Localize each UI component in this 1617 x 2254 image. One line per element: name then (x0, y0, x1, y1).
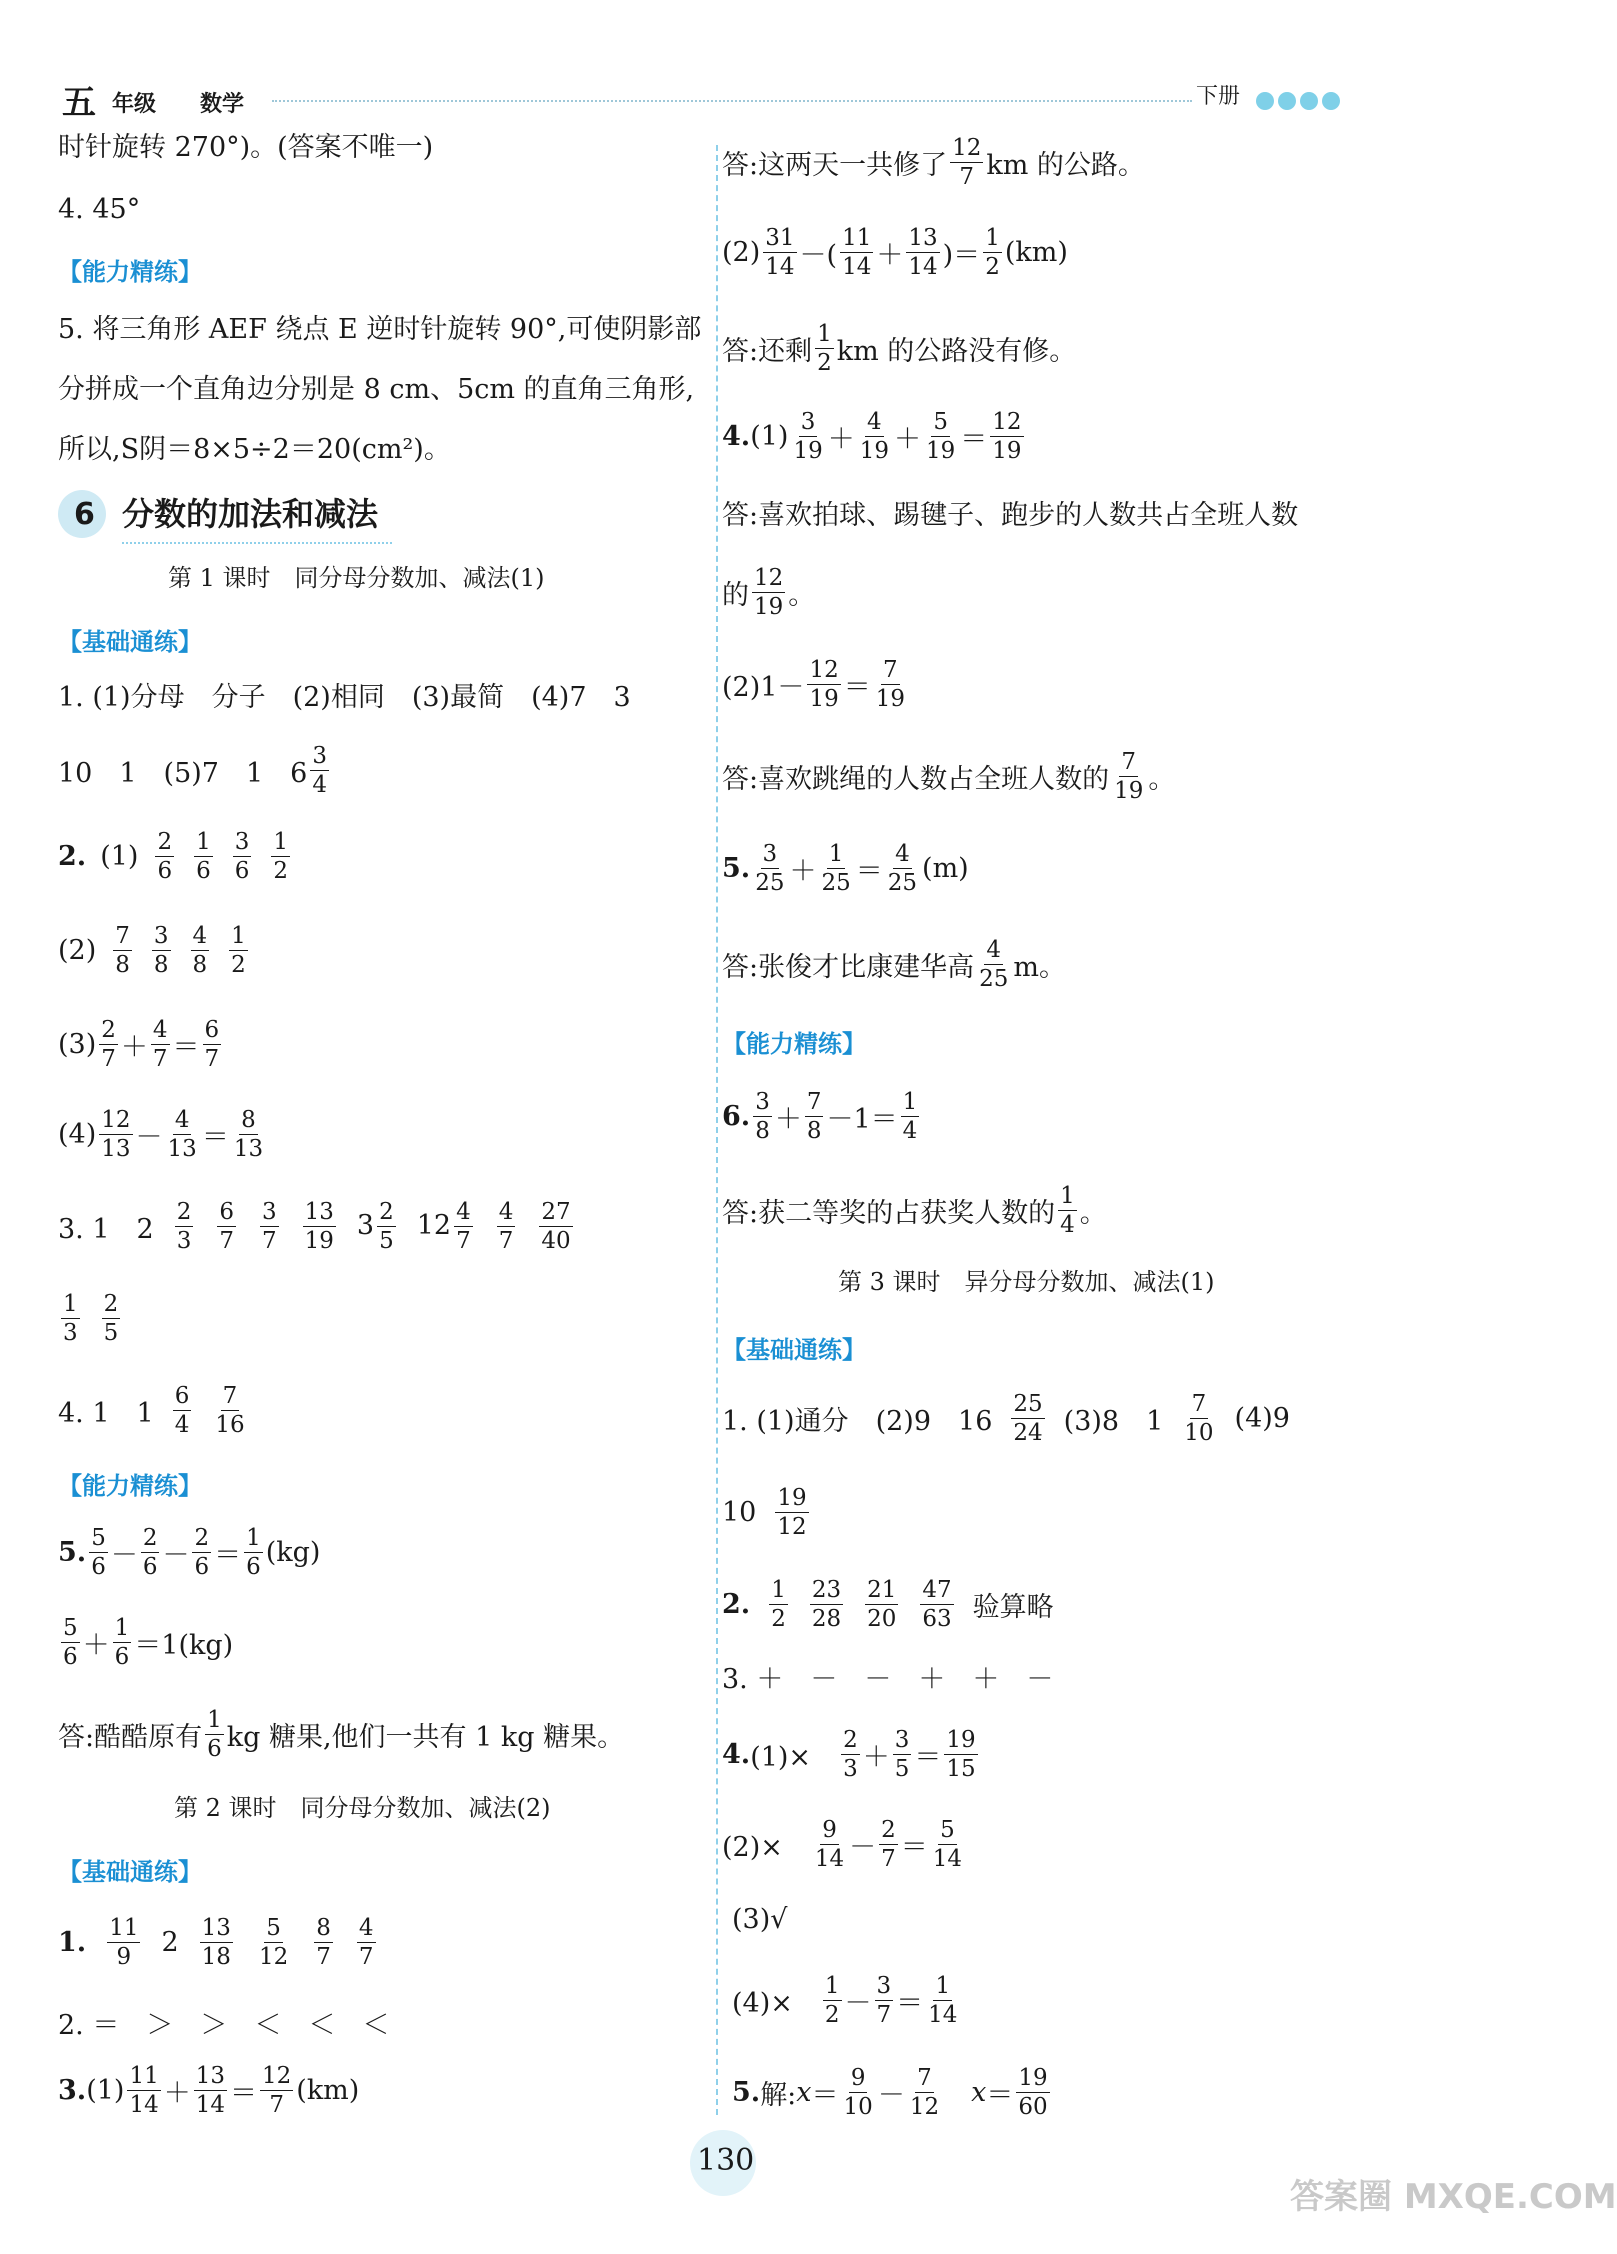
text-part: 10 1 (5)7 1 6 (58, 758, 308, 790)
right-line-8: 答:喜欢跳绳的人数占全班人数的 $\frac{7}{19}$ 。 (722, 749, 1176, 805)
lesson2-answer-3: 3. (1) $\frac{11}{14}$ ＋ $\frac{13}{14}$ ＝ $\frac{12}{7}$ (km) (58, 2063, 360, 2119)
right-line-17: 4. (1)× $\frac{2}{3}$ ＋ $\frac{3}{5}$ ＝ $\frac{19}{15}$ (722, 1727, 976, 1783)
right-line-21: 5. 解: x ＝ $\frac{9}{10}$ － $\frac{7}{12}$ x ＝ $\frac{19}{60}$ (732, 2065, 1048, 2121)
section-heading: 【基础通练】 (58, 1858, 202, 1886)
lesson2-answer-1: 1. $\frac{11}{9}$ 2 $\frac{13}{18}$ $\frac{5}{12}$ $\frac{8}{7}$ $\frac{4}{7}$ (58, 1915, 374, 1971)
answer-1-cont (58, 744, 332, 797)
text-line: 3. ＋ － － ＋ ＋ － (722, 1664, 1054, 1695)
text-line: 分拼成一个直角边分别是 8 cm、5cm 的直角三角形, (58, 374, 695, 405)
section-heading: 【能力精练】 (58, 258, 202, 286)
answer-4b: 4. 1 1 $\frac{6}{4}$ $\frac{7}{16}$ (58, 1383, 245, 1439)
chapter-number: 6 (74, 497, 95, 532)
right-line-9: 5. $\frac{3}{25}$ ＋ $\frac{1}{25}$ ＝ $\frac{4}{25}$ (m) (722, 841, 969, 897)
answer-1: 1. (1)分母 分子 (2)相同 (3)最简 (4)7 3 (58, 682, 631, 713)
answer-4: 4. 45° (58, 194, 141, 225)
answer-5-text: 答:酷酷原有 $\frac{1}{6}$ kg 糖果,他们一共有 1 kg 糖果。 (58, 1707, 625, 1763)
right-line-14: 10 $\frac{19}{12}$ (722, 1485, 807, 1541)
page-number: 130 (697, 2143, 755, 2178)
section-heading: 【能力精练】 (58, 1472, 202, 1500)
header (0, 0, 1524, 123)
right-line-15: 2. $\frac{1}{2}$ $\frac{23}{28}$ $\frac{21}{20}$ $\frac{47}{63}$ 验算略 (722, 1577, 1054, 1633)
right-line-13: 1. (1)通分 (2)9 16 $\frac{25}{24}$ (3)8 1 $\frac{7}{10}$ (4)9 (722, 1391, 1290, 1447)
lesson-title: 第 3 课时 异分母分数加、减法(1) (838, 1268, 1215, 1296)
grade-badge: 五 (62, 83, 96, 123)
chapter-underline (122, 542, 392, 544)
answer-2-3: (3) $\frac{2}{7}$ ＋ $\frac{4}{7}$ ＝ $\frac{6}{7}$ (58, 1017, 220, 1073)
text-line: 5. 将三角形 AEF 绕点 E 逆时针旋转 90°,可使阴影部 (58, 314, 702, 345)
answer-2-4: (4) $\frac{12}{13}$ － $\frac{4}{13}$ ＝ $\frac{8}{13}$ (58, 1107, 264, 1163)
right-line-11: 6. $\frac{3}{8}$ ＋ $\frac{7}{8}$ －1＝ $\frac{1}{4}$ (722, 1089, 918, 1145)
right-line-18: (2)× $\frac{9}{14}$ － $\frac{2}{7}$ ＝ $\frac{5}{14}$ (722, 1817, 963, 1873)
answer-5-2: $\frac{5}{6}$ ＋ $\frac{1}{6}$ ＝1(kg) (63, 1615, 234, 1671)
chapter-title: 分数的加法和减法 (122, 495, 379, 533)
lesson-title: 第 1 课时 同分母分数加、减法(1) (168, 564, 545, 592)
answer-3: 3. 1 2 $\frac{2}{3}$ $\frac{6}{7}$ $\frac{3}{7}$ $\frac{13}{19}$ 3 $\frac{2}{5}$ 12 $\frac{4}{7}$ $\frac{4}{7}$ $\frac{27}{40}$ (58, 1199, 571, 1255)
right-line-7: (2)1－ $\frac{12}{19}$ ＝ $\frac{7}{19}$ (722, 657, 905, 713)
answer-3-cont: $\frac{1}{3}$ $\frac{2}{5}$ (63, 1291, 119, 1347)
grade-label: 年级 (112, 92, 157, 117)
header-dots-icon (1255, 90, 1345, 112)
answer-2-2: (2) $\frac{7}{8}$ $\frac{3}{8}$ $\frac{4}{8}$ $\frac{1}{2}$ (58, 923, 246, 979)
section-heading: 【基础通练】 (58, 628, 202, 656)
section-heading: 【基础通练】 (722, 1336, 866, 1364)
text-line: 所以,S阴＝8×5÷2＝20(cm²)。 (58, 434, 451, 465)
watermark: 答案圈 MXQE.COM (1290, 2177, 1617, 2217)
text-line: (3)√ (732, 1904, 788, 1935)
section-heading: 【能力精练】 (722, 1030, 866, 1058)
volume-label: 下册 (1196, 84, 1241, 109)
fraction: $\frac{3}{4}$ (312, 743, 327, 799)
right-line-3: 答:还剩 $\frac{1}{2}$ km 的公路没有修。 (722, 321, 1077, 377)
right-line-6: 的 $\frac{12}{19}$ 。 (722, 565, 816, 621)
right-line-4: 4. (1) $\frac{3}{19}$ ＋ $\frac{4}{19}$ ＋ $\frac{5}{19}$ ＝ $\frac{12}{19}$ (722, 409, 1022, 465)
right-line-1: 答:这两天一共修了 $\frac{12}{7}$ km 的公路。 (722, 135, 1145, 191)
right-line-10: 答:张俊才比康建华高 $\frac{4}{25}$ m。 (722, 937, 1066, 993)
header-rule (272, 100, 1192, 102)
right-line-12: 答:获二等奖的占获奖人数的 $\frac{1}{4}$ 。 (722, 1183, 1107, 1239)
right-line-20: (4)× $\frac{1}{2}$ － $\frac{3}{7}$ ＝ $\frac{1}{14}$ (732, 1973, 958, 2029)
lesson-title: 第 2 课时 同分母分数加、减法(2) (174, 1794, 551, 1822)
text-line: 时针旋转 270°)。(答案不唯一) (58, 132, 434, 163)
right-line-2: (2) $\frac{31}{14}$ －( $\frac{11}{14}$ ＋ $\frac{13}{14}$ )＝ $\frac{1}{2}$ (km) (722, 225, 1068, 281)
text-line: 答:喜欢拍球、踢毽子、跑步的人数共占全班人数 (722, 500, 1299, 531)
column-divider (716, 145, 718, 2115)
answer-2-1: 2. (1) $\frac{2}{6}$ $\frac{1}{6}$ $\frac{3}{6}$ $\frac{1}{2}$ (58, 829, 288, 885)
answer-5-1: 5. $\frac{5}{6}$ － $\frac{2}{6}$ － $\frac{2}{6}$ ＝ $\frac{1}{6}$ (kg) (58, 1525, 321, 1581)
lesson2-answer-2: 2. ＝ ＞ ＞ ＜ ＜ ＜ (58, 2010, 390, 2041)
subject-label: 数学 (200, 92, 245, 117)
